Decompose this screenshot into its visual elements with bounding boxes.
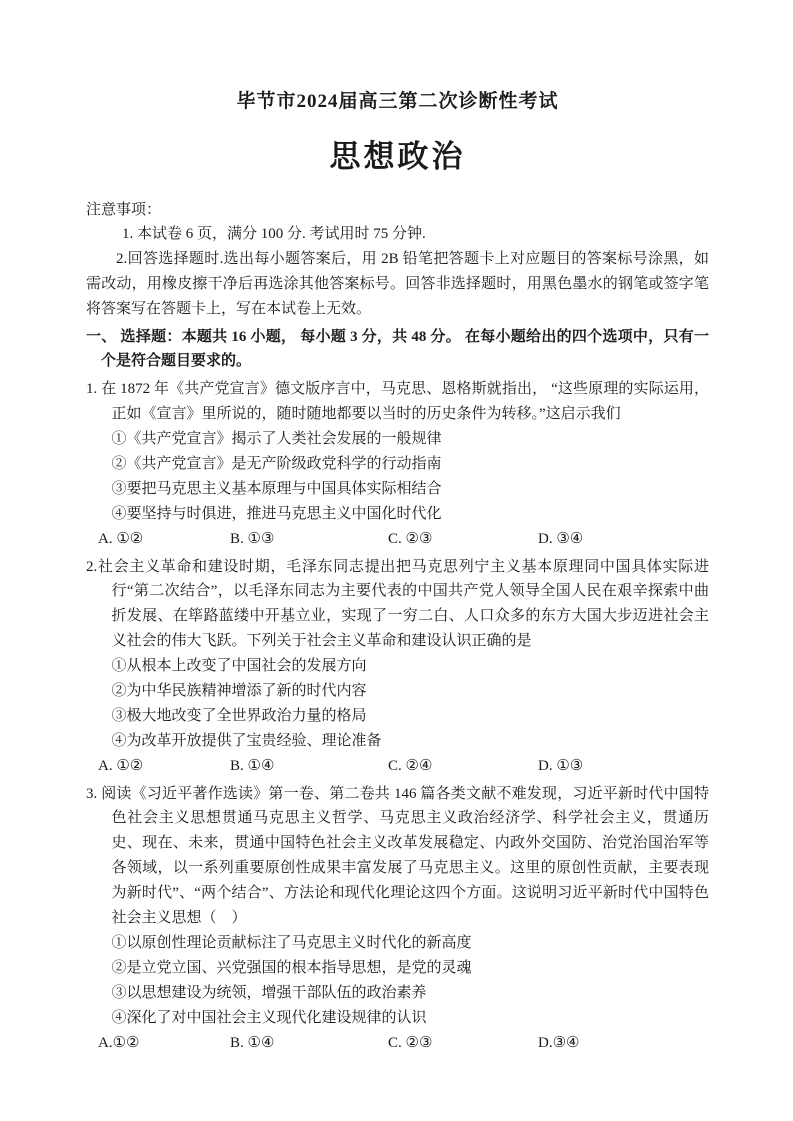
- question-1-option-1: ①《共产党宣言》揭示了人类社会发展的一般规律: [111, 431, 442, 448]
- question-1-option-3: ③要把马克思主义基本原理与中国具体实际相结合: [111, 480, 442, 497]
- question-3-choice-b: B. ①④: [230, 1034, 275, 1051]
- note-item-2: 2.回答选择题时.选出每小题答案后，用 2B 铅笔把答题卡上对应题目的答案标号涂黑，如需改动，用橡皮擦干净后再选涂其他答案标号。回答非选择题时，用黑色墨水的钢笔或签字笔将答案写在答题卡上，写在本试卷上无效。: [86, 250, 709, 317]
- question-1-choice-b: B. ①③: [230, 530, 275, 547]
- question-1-choice-a: A. ①②: [98, 530, 144, 547]
- question-1-choice-d: D. ③④: [538, 530, 584, 547]
- notes-section: [86, 198, 709, 322]
- subject-title: 思想政治: [329, 139, 466, 174]
- question-3-choice-row: [98, 1031, 709, 1056]
- question-3-choice-a: A.①②: [98, 1034, 140, 1051]
- question-1-choice-row: [98, 527, 709, 552]
- question-2-stem: 2.社会主义革命和建设时期，毛泽东同志提出把马克思列宁主义基本原理同中国具体实际进行“第二次结合”，以毛泽东同志为主要代表的中国共产党人领导全国人民在艰辛探索中曲折发展、在筚路蓝缕中开基立业，实现了一穷二白、人口众多的东方大国大步迈进社会主义社会的伟大飞跃。下列关于社会主义革命和建设认识正确的是: [86, 558, 709, 650]
- question-2-choice-d: D. ①③: [538, 757, 584, 774]
- question-2: [86, 555, 709, 779]
- page-title: 毕节市2024届高三第二次诊断性考试: [236, 91, 559, 112]
- question-3-choice-c: C. ②③: [388, 1034, 433, 1051]
- question-3-option-3: ③以思想建设为统领，增强干部队伍的政治素养: [111, 984, 427, 1001]
- notes-heading: 注意事项：: [86, 202, 162, 218]
- question-2-option-1: ①从根本上改变了中国社会的发展方向: [111, 658, 367, 675]
- question-1-choice-c: C. ②③: [388, 530, 433, 547]
- question-3-option-4: ④深化了对中国社会主义现代化建设规律的认识: [111, 1009, 427, 1026]
- question-2-option-4: ④为改革开放提供了宝贵经验、理论准备: [111, 732, 382, 749]
- question-1: [86, 377, 709, 551]
- question-2-choice-b: B. ①④: [230, 757, 275, 774]
- question-3: [86, 782, 709, 1056]
- question-1-stem: 1. 在 1872 年《共产党宣言》德文版序言中，马克思、恩格斯就指出， “这些原理的实际运用，正如《宣言》里所说的，随时随地都要以当时的历史条件为转移。”这启示我们: [86, 381, 709, 423]
- question-3-choice-d: D.③④: [538, 1034, 580, 1051]
- question-3-option-2: ②是立党立国、兴党强国的根本指导思想，是党的灵魂: [111, 959, 472, 976]
- question-2-choice-c: C. ②④: [388, 757, 433, 774]
- question-2-choice-row: [98, 754, 709, 779]
- question-2-option-3: ③极大地改变了全世界政治力量的格局: [111, 707, 367, 724]
- question-2-option-2: ②为中华民族精神增添了新的时代内容: [111, 683, 367, 700]
- question-3-option-1: ①以原创性理论贡献标注了马克思主义时代化的新高度: [111, 934, 472, 951]
- section-heading: 一、 选择题：本题共 16 小题， 每小题 3 分，共 48 分。 在每小题给出的四个选项中，只有一个是符合题目要求的。: [86, 328, 709, 370]
- question-1-option-2: ②《共产党宣言》是无产阶级政党科学的行动指南: [111, 456, 442, 473]
- question-3-stem: 3. 阅读《习近平著作选读》第一卷、第二卷共 146 篇各类文献不难发现，习近平新时代中国特色社会主义思想贯通马克思主义哲学、马克思主义政治经济学、科学社会主义，贯通历史、现在、未来，贯通中国特色社会主义改革发展稳定、内政外交国防、治党治国治军等各领域，以一系列重要原创性成果丰富发展了马克思主义。这里的原创性贡献，主要表现为新时代”、“两个结合”、方法论和现代化理论这四个方面。这说明习近平新时代中国特色社会主义思想（ ）: [86, 785, 709, 927]
- note-item-1: 1. 本试卷 6 页，满分 100 分. 考试用时 75 分钟.: [122, 226, 426, 242]
- question-2-choice-a: A. ①②: [98, 757, 144, 774]
- question-1-option-4: ④要坚持与时俱进，推进马克思主义中国化时代化: [111, 505, 442, 522]
